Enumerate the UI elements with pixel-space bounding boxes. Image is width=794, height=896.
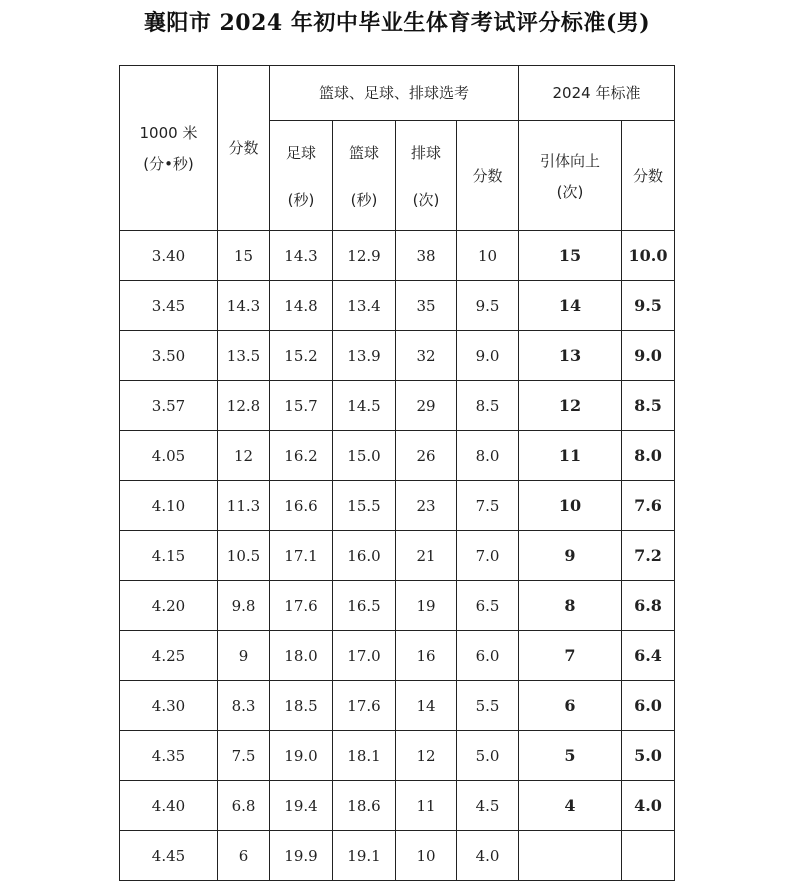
header-pullup-score: 分数 [622, 121, 675, 231]
ball-score-cell: 10 [457, 231, 519, 281]
table-row [120, 531, 675, 581]
volleyball-cell: 32 [396, 331, 457, 381]
pullup-cell: 14 [519, 281, 622, 331]
pullup-score-cell: 6.8 [622, 581, 675, 631]
football-cell: 14.3 [270, 231, 333, 281]
basketball-cell: 16.5 [333, 581, 396, 631]
football-cell: 18.5 [270, 681, 333, 731]
pullup-score-cell: 7.2 [622, 531, 675, 581]
header-pullup-label: 引体向上 [539, 151, 600, 170]
pullup-score-cell: 7.6 [622, 481, 675, 531]
ball-score-cell: 5.5 [457, 681, 519, 731]
pullup-cell: 13 [519, 331, 622, 381]
volleyball-cell: 35 [396, 281, 457, 331]
run-time-cell: 4.05 [120, 431, 218, 481]
pullup-cell [519, 831, 622, 881]
table-row [120, 631, 675, 681]
run-score-cell: 9.8 [218, 581, 270, 631]
football-cell: 17.6 [270, 581, 333, 631]
header-basketball-label: 篮球 [348, 143, 379, 162]
table-row [120, 831, 675, 881]
pullup-score-cell: 8.0 [622, 431, 675, 481]
header-volleyball-label: 排球 [410, 143, 441, 162]
run-score-cell: 13.5 [218, 331, 270, 381]
header-football-label: 足球 [285, 143, 316, 162]
ball-score-cell: 7.0 [457, 531, 519, 581]
table-row [120, 431, 675, 481]
ball-score-cell: 9.0 [457, 331, 519, 381]
pullup-cell: 15 [519, 231, 622, 281]
run-score-cell: 6 [218, 831, 270, 881]
header-volleyball [396, 121, 457, 231]
pullup-score-cell: 6.4 [622, 631, 675, 681]
pullup-cell: 7 [519, 631, 622, 681]
volleyball-cell: 14 [396, 681, 457, 731]
basketball-cell: 14.5 [333, 381, 396, 431]
basketball-cell: 13.9 [333, 331, 396, 381]
ball-score-cell: 6.5 [457, 581, 519, 631]
run-score-cell: 10.5 [218, 531, 270, 581]
basketball-cell: 18.1 [333, 731, 396, 781]
run-time-cell: 4.40 [120, 781, 218, 831]
table-row [120, 481, 675, 531]
ball-score-cell: 6.0 [457, 631, 519, 681]
run-time-cell: 4.10 [120, 481, 218, 531]
ball-score-cell: 5.0 [457, 731, 519, 781]
pullup-score-cell: 9.0 [622, 331, 675, 381]
volleyball-cell: 26 [396, 431, 457, 481]
pullup-score-cell: 8.5 [622, 381, 675, 431]
football-cell: 16.6 [270, 481, 333, 531]
basketball-cell: 15.0 [333, 431, 396, 481]
run-time-cell: 4.25 [120, 631, 218, 681]
header-basketball-unit: (秒) [350, 190, 378, 209]
basketball-cell: 17.6 [333, 681, 396, 731]
basketball-cell: 13.4 [333, 281, 396, 331]
run-score-cell: 15 [218, 231, 270, 281]
header-volleyball-unit: (次) [412, 190, 440, 209]
run-score-cell: 11.3 [218, 481, 270, 531]
volleyball-cell: 12 [396, 731, 457, 781]
football-cell: 18.0 [270, 631, 333, 681]
table-row [120, 231, 675, 281]
table-row [120, 381, 675, 431]
table-row [120, 681, 675, 731]
run-time-cell: 3.45 [120, 281, 218, 331]
football-cell: 14.8 [270, 281, 333, 331]
volleyball-cell: 21 [396, 531, 457, 581]
run-time-cell: 4.15 [120, 531, 218, 581]
football-cell: 15.2 [270, 331, 333, 381]
basketball-cell: 15.5 [333, 481, 396, 531]
basketball-cell: 16.0 [333, 531, 396, 581]
football-cell: 15.7 [270, 381, 333, 431]
pullup-score-cell [622, 831, 675, 881]
table-row [120, 581, 675, 631]
pullup-cell: 4 [519, 781, 622, 831]
pullup-cell: 5 [519, 731, 622, 781]
header-row-top [120, 66, 675, 121]
run-score-cell: 7.5 [218, 731, 270, 781]
run-time-cell: 4.45 [120, 831, 218, 881]
header-run-1000m-unit: (分•秒) [143, 155, 194, 173]
run-time-cell: 4.30 [120, 681, 218, 731]
volleyball-cell: 38 [396, 231, 457, 281]
volleyball-cell: 19 [396, 581, 457, 631]
header-basketball [333, 121, 396, 231]
run-score-cell: 12.8 [218, 381, 270, 431]
ball-score-cell: 4.5 [457, 781, 519, 831]
run-score-cell: 6.8 [218, 781, 270, 831]
basketball-cell: 17.0 [333, 631, 396, 681]
pullup-score-cell: 9.5 [622, 281, 675, 331]
run-time-cell: 4.20 [120, 581, 218, 631]
football-cell: 17.1 [270, 531, 333, 581]
pullup-cell: 8 [519, 581, 622, 631]
pullup-score-cell: 4.0 [622, 781, 675, 831]
header-pullup [519, 121, 622, 231]
ball-score-cell: 8.5 [457, 381, 519, 431]
run-score-cell: 9 [218, 631, 270, 681]
basketball-cell: 19.1 [333, 831, 396, 881]
header-pullup-unit: (次) [556, 182, 584, 201]
scoring-table [119, 65, 675, 881]
football-cell: 19.9 [270, 831, 333, 881]
run-score-cell: 8.3 [218, 681, 270, 731]
header-ball-score: 分数 [457, 121, 519, 231]
volleyball-cell: 11 [396, 781, 457, 831]
header-standard-2024: 2024 年标准 [519, 66, 675, 121]
header-football [270, 121, 333, 231]
pullup-cell: 12 [519, 381, 622, 431]
volleyball-cell: 10 [396, 831, 457, 881]
run-time-cell: 3.40 [120, 231, 218, 281]
header-ball-group: 篮球、足球、排球选考 [270, 66, 519, 121]
run-score-cell: 14.3 [218, 281, 270, 331]
run-score-cell: 12 [218, 431, 270, 481]
volleyball-cell: 29 [396, 381, 457, 431]
run-time-cell: 3.57 [120, 381, 218, 431]
pullup-cell: 6 [519, 681, 622, 731]
pullup-score-cell: 6.0 [622, 681, 675, 731]
ball-score-cell: 8.0 [457, 431, 519, 481]
pullup-score-cell: 10.0 [622, 231, 675, 281]
football-cell: 19.0 [270, 731, 333, 781]
football-cell: 19.4 [270, 781, 333, 831]
basketball-cell: 12.9 [333, 231, 396, 281]
ball-score-cell: 9.5 [457, 281, 519, 331]
pullup-cell: 11 [519, 431, 622, 481]
run-time-cell: 3.50 [120, 331, 218, 381]
table-row [120, 281, 675, 331]
header-football-unit: (秒) [287, 190, 315, 209]
football-cell: 16.2 [270, 431, 333, 481]
basketball-cell: 18.6 [333, 781, 396, 831]
volleyball-cell: 23 [396, 481, 457, 531]
page-title: 襄阳市 2024 年初中毕业生体育考试评分标准(男) [143, 10, 651, 36]
volleyball-cell: 16 [396, 631, 457, 681]
table-row [120, 781, 675, 831]
pullup-cell: 10 [519, 481, 622, 531]
header-run-1000m [120, 66, 218, 231]
table-row [120, 731, 675, 781]
ball-score-cell: 7.5 [457, 481, 519, 531]
pullup-score-cell: 5.0 [622, 731, 675, 781]
table-row [120, 331, 675, 381]
header-run-1000m-label: 1000 米 [139, 124, 198, 142]
ball-score-cell: 4.0 [457, 831, 519, 881]
run-time-cell: 4.35 [120, 731, 218, 781]
pullup-cell: 9 [519, 531, 622, 581]
header-run-score: 分数 [218, 66, 270, 231]
